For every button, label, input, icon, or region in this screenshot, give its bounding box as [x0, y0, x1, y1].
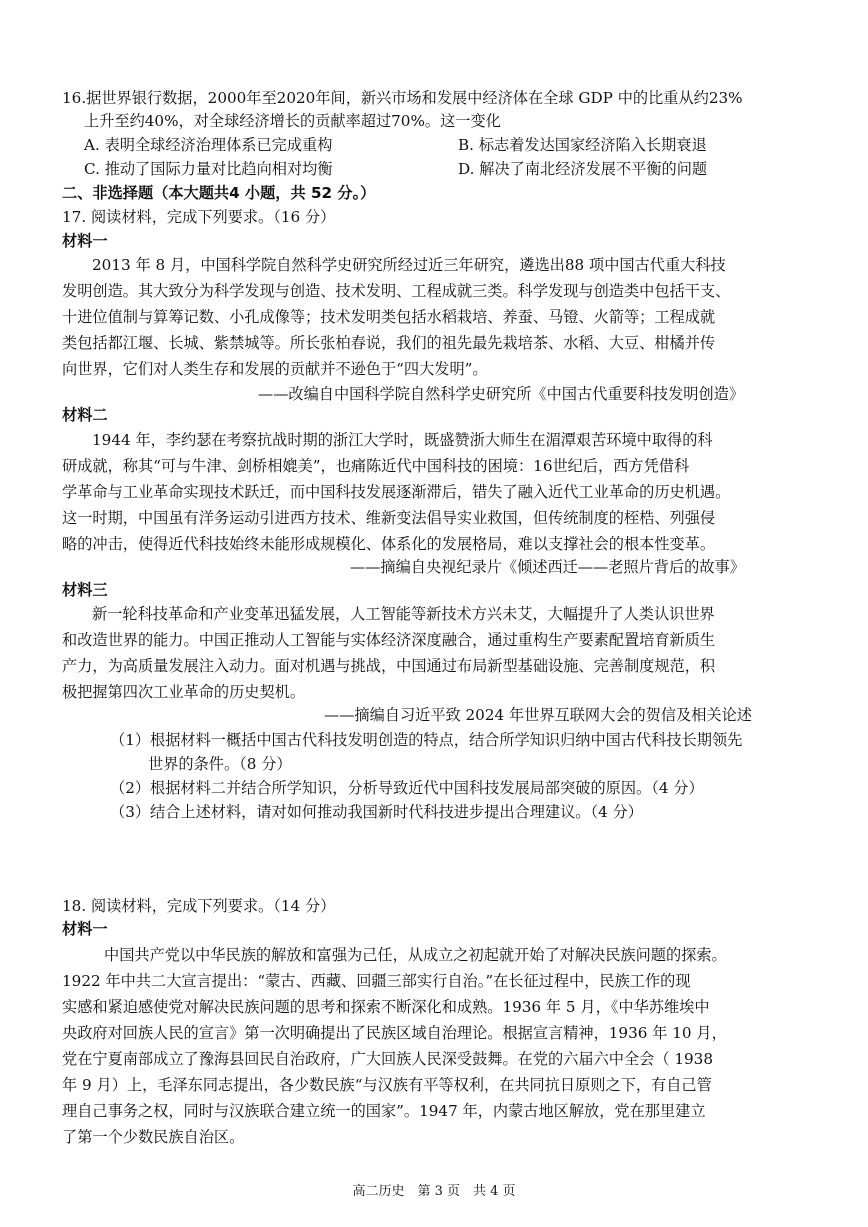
q16-option-c: C. 推动了国际力量对比趋向相对均衡	[84, 160, 333, 178]
q18-material-1-line: 了第一个少数民族自治区。	[62, 1128, 245, 1146]
q16-stem-line-1: 16.据世界银行数据，2000年至2020年间，新兴市场和发展中经济体在全球 GDP 中的比重从约23%	[62, 89, 743, 107]
q18-material-1-line: 1922 年中共二大宣言提出：“蒙古、西藏、回疆三部实行自治。”在长征过程中，民族工作的现	[62, 972, 691, 990]
q18-material-1-line: 央政府对回族人民的宣言》第一次明确提出了民族区域自治理论。根据宣言精神，1936 年 10 月，	[62, 1024, 727, 1042]
q17-material-3-source: ——摘编自习近平致 2024 年世界互联网大会的贺信及相关论述	[324, 706, 752, 724]
q16-option-a: A. 表明全球经济治理体系已完成重构	[84, 136, 333, 154]
q17-material-3-line: 新一轮科技革命和产业变革迅猛发展，人工智能等新技术方兴未艾，大幅提升了人类认识世界	[92, 605, 715, 623]
page-footer: 高二历史 第 3 页 共 4 页	[352, 1184, 516, 1199]
q17-title: 17. 阅读材料，完成下列要求。（16 分）	[62, 208, 336, 226]
q17-material-3-label: 材料三	[62, 581, 108, 599]
q16-option-b: B. 标志着发达国家经济陷入长期衰退	[458, 136, 707, 154]
q17-material-3-line: 极把握第四次工业革命的历史契机。	[62, 683, 305, 701]
q17-material-2-source: ——摘编自央视纪录片《倾述西迁——老照片背后的故事》	[350, 558, 745, 576]
q17-material-3-line: 和改造世界的能力。中国正推动人工智能与实体经济深度融合，通过重构生产要素配置培育新质生	[62, 631, 716, 649]
q17-material-2-line: 这一时期，中国虽有洋务运动引进西方技术、维新变法倡导实业救国，但传统制度的桎梏、列强侵	[62, 509, 716, 527]
q17-material-3-line: 产力，为高质量发展注入动力。面对机遇与挑战，中国通过布局新型基础设施、完善制度规范，积	[62, 657, 716, 675]
q18-material-1-line: 理自己事务之权，同时与汉族联合建立统一的国家”。1947 年，内蒙古地区解放，党在那里建立	[62, 1102, 706, 1120]
q17-material-2-line: 1944 年，李约瑟在考察抗战时期的浙江大学时，既盛赞浙大师生在湄潭艰苦环境中取得的科	[92, 431, 713, 449]
q17-material-2-line: 略的冲击，使得近代科技始终未能形成规模化、体系化的发展格局，难以支撑社会的根本性变革。	[62, 535, 716, 553]
q17-requirement-1-cont: 世界的条件。（8 分）	[148, 755, 292, 773]
q18-title: 18. 阅读材料，完成下列要求。（14 分）	[62, 897, 336, 915]
q17-material-1-line: 发明创造。其大致分为科学发现与创造、技术发明、工程成就三类。科学发现与创造类中包括干支、	[62, 282, 731, 300]
q18-material-1-line: 党在宁夏南部成立了豫海县回民自治政府，广大回族人民深受鼓舞。在党的六届六中全会（ 1938	[62, 1050, 713, 1068]
q17-requirement-1: （1）根据材料一概括中国古代科技发明创造的特点，结合所学知识归纳中国古代科技长期领先	[110, 731, 743, 749]
q18-material-1-label: 材料一	[62, 920, 108, 938]
q17-requirement-2: （2）根据材料二并结合所学知识，分析导致近代中国科技发展局部突破的原因。（4 分）	[110, 779, 704, 797]
q17-material-1-line: 2013 年 8 月，中国科学院自然科学史研究所经过近三年研究，遴选出88 项中国古代重大科技	[92, 256, 726, 274]
q18-material-1-line: 实感和紧迫感使党对解决民族问题的思考和探索不断深化和成熟。1936 年 5 月，《中华苏维埃中	[62, 998, 710, 1016]
q17-material-1-line: 类包括都江堰、长城、紫禁城等。所长张柏春说，我们的祖先最先栽培茶、水稻、大豆、柑橘并传	[62, 334, 716, 352]
q17-material-1-line: 十进位值制与算筹记数、小孔成像等；技术发明类包括水稻栽培、养蚕、马镫、火箭等；工程成就	[62, 308, 716, 326]
q17-material-1-source: ——改编自中国科学院自然科学史研究所《中国古代重要科技发明创造》	[258, 385, 744, 403]
q17-requirement-3: （3）结合上述材料，请对如何推动我国新时代科技进步提出合理建议。（4 分）	[110, 803, 643, 821]
q16-option-d: D. 解决了南北经济发展不平衡的问题	[458, 160, 708, 178]
q17-material-1-line: 向世界，它们对人类生存和发展的贡献并不逊色于“四大发明”。	[62, 360, 488, 378]
q17-material-2-line: 学革命与工业革命实现技术跃迁，而中国科技发展逐渐滞后，错失了融入近代工业革命的历史机遇。	[62, 483, 731, 501]
q18-material-1-line: 年 9 月）上，毛泽东同志提出，各少数民族“与汉族有平等权利，在共同抗日原则之下，有自己管	[62, 1076, 712, 1094]
q17-material-2-label: 材料二	[62, 406, 108, 424]
section-2-header: 二、非选择题（本大题共4 小题，共 52 分。）	[62, 184, 376, 202]
q16-stem-line-2: 上升至约40%，对全球经济增长的贡献率超过70%。这一变化	[84, 112, 501, 130]
q17-material-2-line: 研成就，称其“可与牛津、剑桥相媲美”，也痛陈近代中国科技的困境：16世纪后，西方凭借科	[62, 457, 690, 475]
q17-material-1-label: 材料一	[62, 232, 108, 250]
q18-material-1-line: 中国共产党以中华民族的解放和富强为己任，从成立之初起就开始了对解决民族问题的探索。	[104, 946, 727, 964]
